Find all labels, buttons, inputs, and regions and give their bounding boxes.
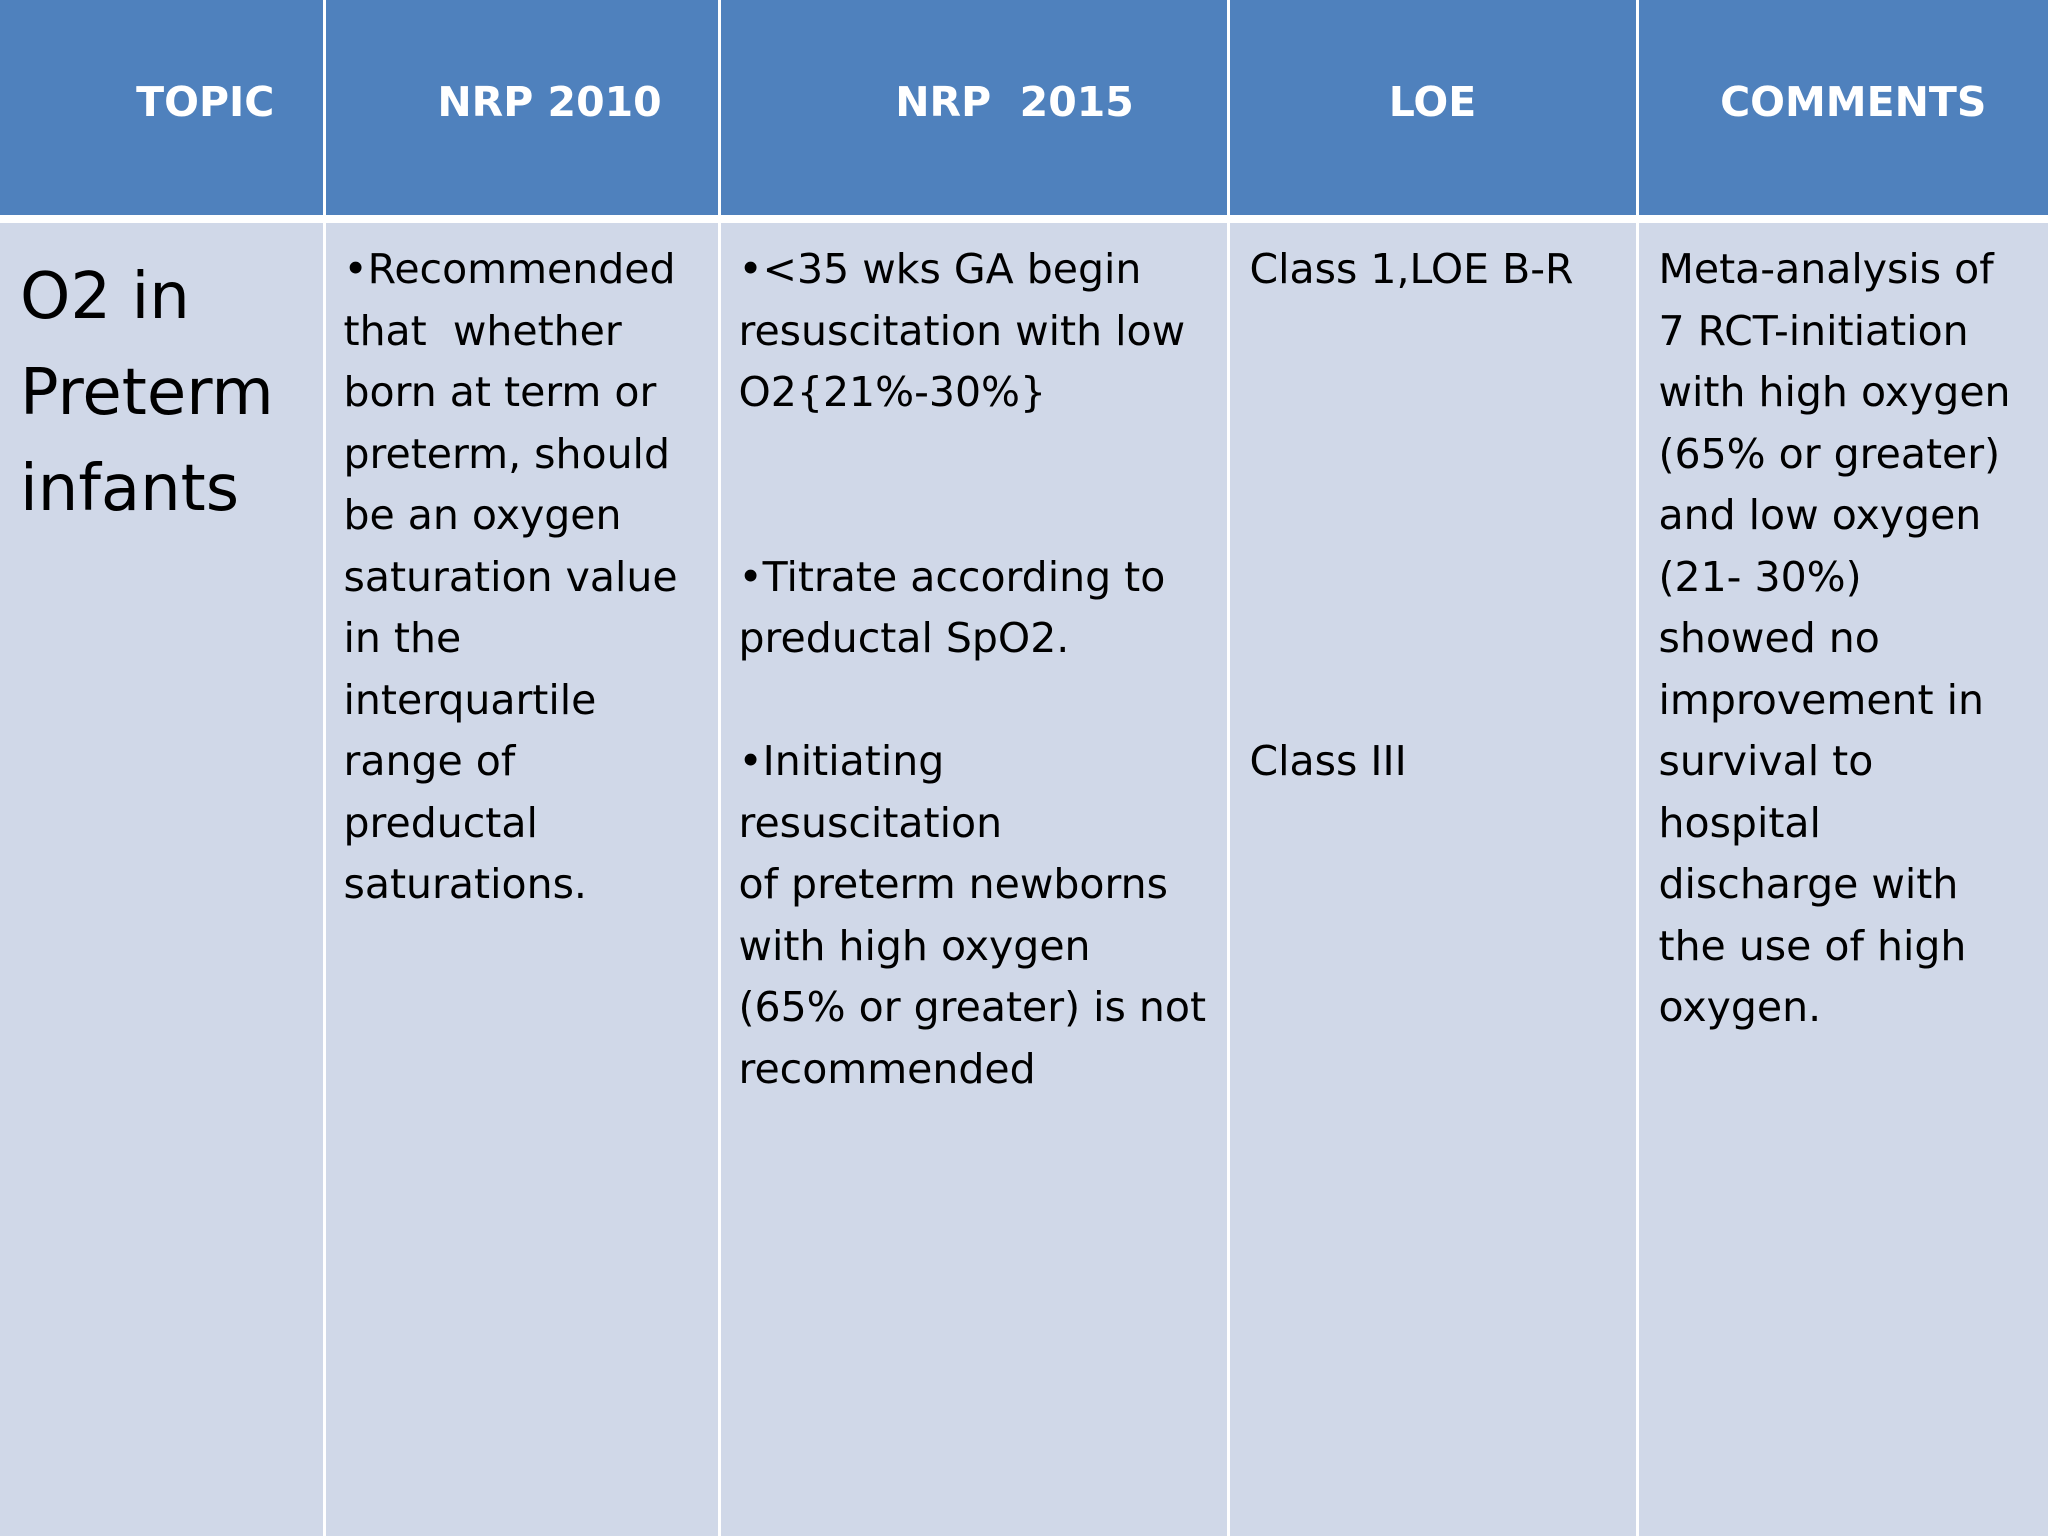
table-row [0, 219, 2048, 1536]
cell-nrp-2010 [324, 219, 719, 1536]
table-header-row [0, 0, 2048, 219]
spacer [1250, 301, 1635, 731]
nrp-2010-text: •Recommended that whether born at term or preterm, should be an oxygen saturation value in the interquartile range of preductal saturations. [343, 245, 678, 908]
spacer [739, 424, 1219, 547]
header-nrp-2010: NRP 2010 [324, 0, 719, 219]
comments-text: Meta-analysis of 7 RCT-initiation with high oxygen (65% or greater) and low oxygen (21- 30%) showed no improvement in survival to hospital discharge with the use of high oxygen. [1658, 245, 2011, 1031]
loe-class-1: Class 1,LOE B-R [1249, 245, 1574, 293]
header-nrp-2015: NRP 2015 [719, 0, 1228, 219]
cell-topic [0, 219, 324, 1536]
header-topic: TOPIC [0, 0, 324, 219]
cell-nrp-2015 [719, 219, 1228, 1536]
topic-text: O2 in Preterm infants [20, 260, 274, 526]
nrp-2015-bullet-2: •Titrate according to preductal SpO2. [738, 552, 1166, 662]
loe-class-3: Class III [1249, 736, 1407, 785]
cell-loe [1228, 219, 1637, 1536]
nrp-2015-bullet-3: •Initiating resuscitation of preterm newborns with high oxygen (65% or greater) is not recommended [738, 737, 1207, 1093]
nrp-2015-bullet-1: •<35 wks GA begin resuscitation with low O2{21%-30%} [738, 245, 1186, 416]
header-comments: COMMENTS [1637, 0, 2048, 219]
spacer [739, 670, 1219, 732]
cell-comments [1637, 219, 2048, 1536]
header-loe: LOE [1228, 0, 1637, 219]
